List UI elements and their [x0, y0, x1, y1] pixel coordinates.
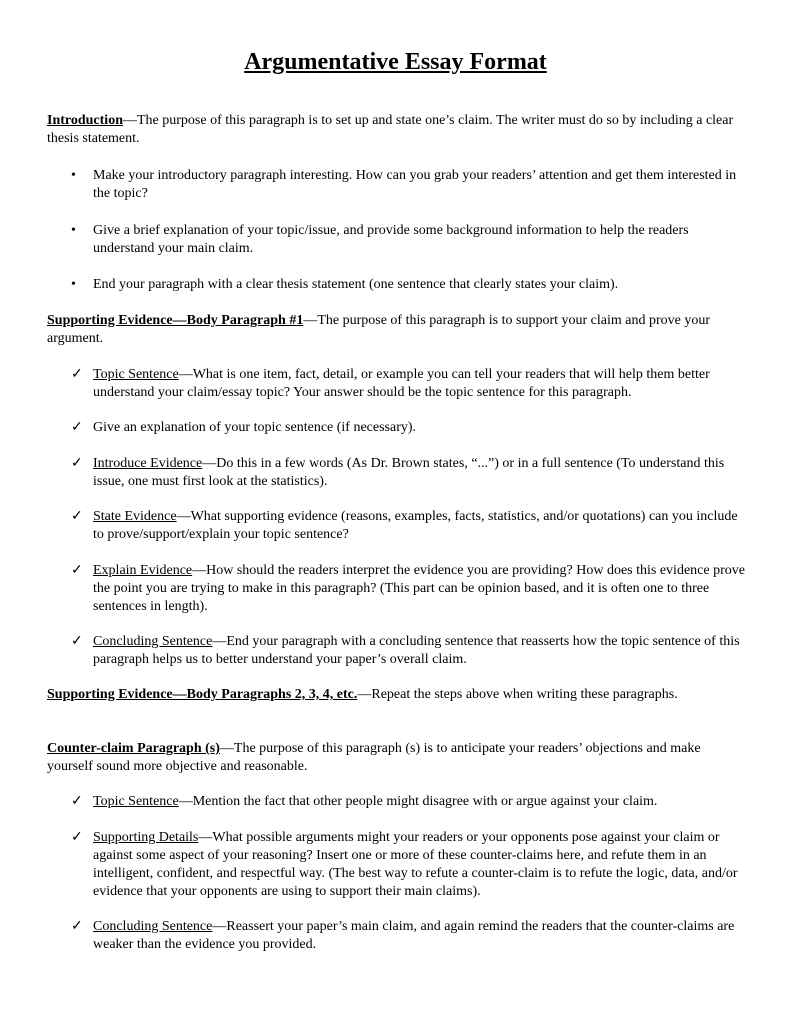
body2-heading: Supporting Evidence—Body Paragraphs 2, 3, 4, etc. — [47, 687, 358, 702]
body1-item-explanation: Give an explanation of your topic sentence (if necessary). — [93, 420, 417, 435]
checkmark-icon: ✓ — [71, 794, 83, 809]
body1-item-explain-evidence: Explain Evidence—How should the readers interpret the evidence you are providing? How does this evidence prove the point you are trying to make in this paragraph? (This part can be opinion based, and it is often one to three sentences in length). — [93, 563, 745, 614]
body1-text: —The purpose of this paragraph is to support your claim and prove your argument. — [47, 313, 711, 346]
body1-item-concluding-sentence: Concluding Sentence—End your paragraph with a concluding sentence that reasserts how the topic sentence of this paragraph helps us to better understand your paper’s overall claim. — [93, 634, 740, 667]
counter-paragraph — [47, 740, 747, 776]
counter-item-topic-sentence: Topic Sentence—Mention the fact that other people might disagree with or argue against your claim. — [93, 794, 658, 809]
checkmark-icon: ✓ — [71, 367, 83, 382]
checkmark-icon: ✓ — [71, 420, 83, 435]
body2-text: —Repeat the steps above when writing these paragraphs. — [357, 687, 678, 702]
body1-item-topic-sentence: Topic Sentence—What is one item, fact, detail, or example you can tell your readers that will help them better understand your claim/essay topic? Your answer should be the topic sentence for this paragraph. — [93, 367, 710, 400]
body1-paragraph — [47, 312, 747, 348]
bullet-icon: • — [71, 168, 76, 183]
checkmark-icon: ✓ — [71, 634, 83, 649]
intro-bullet-2: Give a brief explanation of your topic/issue, and provide some background information to help the readers understand your main claim. — [93, 223, 689, 256]
checkmark-icon: ✓ — [71, 456, 83, 471]
counter-item-supporting-details: Supporting Details—What possible arguments might your readers or your opponents pose against your claim or against some aspect of your reasoning? Insert one or more of these counter-claims here, and refute them in an intelligent, confident, and respectful way. (The best way to refute a counter-claim is to refute the logic, data, and/or evidence that your opponents are using to support their main claims). — [93, 830, 738, 899]
counter-item-concluding-sentence: Concluding Sentence—Reassert your paper’s main claim, and again remind the readers that the counter-claims are weaker than the evidence you provided. — [93, 919, 735, 952]
body1-item-state-evidence: State Evidence—What supporting evidence (reasons, examples, facts, statistics, and/or quotations) can you include to prove/support/explain your topic sentence? — [93, 509, 738, 542]
intro-paragraph — [47, 112, 747, 148]
counter-heading: Counter-claim Paragraph (s) — [47, 741, 220, 756]
body1-heading: Supporting Evidence—Body Paragraph #1 — [47, 313, 304, 328]
checkmark-icon: ✓ — [71, 830, 83, 845]
counter-text: —The purpose of this paragraph (s) is to anticipate your readers’ objections and make yourself sound more objective and reasonable. — [47, 741, 701, 774]
document-title: Argumentative Essay Format — [244, 49, 547, 75]
checkmark-icon: ✓ — [71, 563, 83, 578]
intro-text: —The purpose of this paragraph is to set up and state one’s claim. The writer must do so by including a clear thesis statement. — [47, 113, 734, 146]
body2-paragraph — [47, 686, 747, 704]
checkmark-icon: ✓ — [71, 919, 83, 934]
bullet-icon: • — [71, 223, 76, 238]
intro-bullet-3: End your paragraph with a clear thesis statement (one sentence that clearly states your claim). — [93, 277, 619, 292]
checkmark-icon: ✓ — [71, 509, 83, 524]
intro-bullet-1: Make your introductory paragraph interesting. How can you grab your readers’ attention and get them interested in the topic? — [93, 168, 737, 201]
intro-heading: Introduction — [47, 113, 123, 128]
bullet-icon: • — [71, 277, 76, 292]
body1-item-introduce-evidence: Introduce Evidence—Do this in a few words (As Dr. Brown states, “...”) or in a full sentence (To understand this issue, one must first look at the statistics). — [93, 456, 725, 489]
